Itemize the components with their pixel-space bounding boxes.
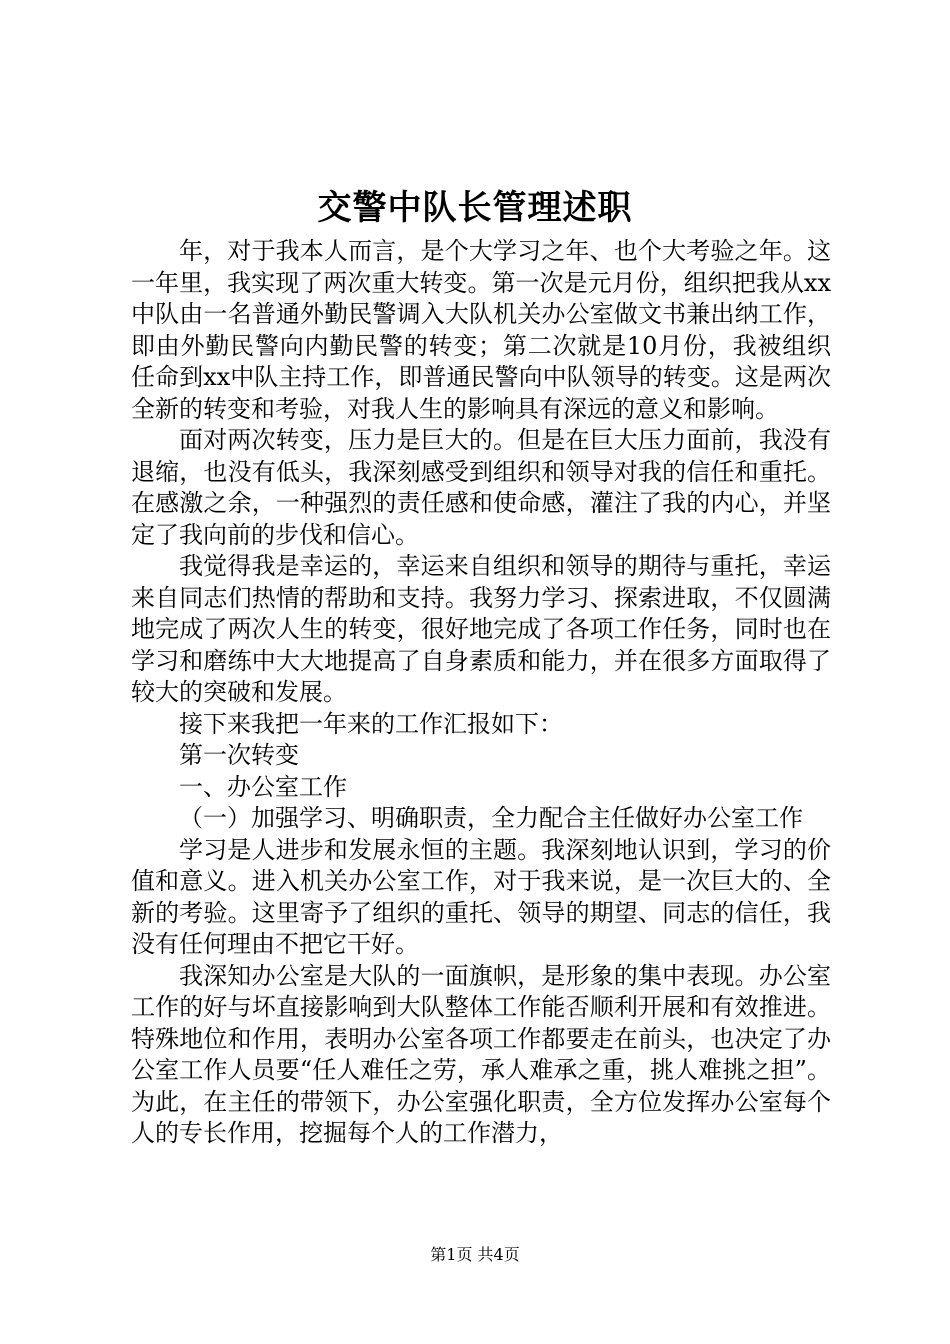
document-body (131, 236, 831, 1150)
paragraph: 我深知办公室是大队的一面旗帜，是形象的集中表现。办公室工作的好与坏直接影响到大队整体工作能否顺利开展和有效推进。特殊地位和作用，表明办公室各项工作都要走在前头，也决定了办公室工作人员要“任人难任之劳，承人难承之重，挑人难挑之担”。为此，在主任的带领下，办公室强化职责，全方位发挥办公室每个人的专长作用，挖掘每个人的工作潜力， (131, 961, 831, 1147)
paragraph: 我觉得我是幸运的，幸运来自组织和领导的期待与重托，幸运来自同志们热情的帮助和支持。我努力学习、探索进取，不仅圆满地完成了两次人生的转变，很好地完成了各项工作任务，同时也在学习和磨练中大大地提高了自身素质和能力，并在很多方面取得了较大的突破和发展。 (131, 552, 831, 706)
page-footer: 第1页 共4页 (430, 1245, 520, 1264)
subsection-heading: （一）加强学习、明确职责，全力配合主任做好办公室工作 (179, 804, 803, 832)
paragraph: 接下来我把一年来的工作汇报如下： (179, 709, 563, 738)
section-heading: 第一次转变 (179, 741, 299, 769)
paragraph: 年，对于我本人而言，是个大学习之年、也个大考验之年。这一年里，我实现了两次重大转变。第一次是元月份，组织把我从xx中队由一名普通外勤民警调入大队机关办公室做文书兼出纳工作，即由外勤民警向内勤民警的转变；第二次就是10月份，我被组织任命到xx中队主持工作，即普通民警向中队领导的转变。这是两次全新的转变和考验，对我人生的影响具有深远的意义和影响。 (131, 237, 831, 423)
paragraph: 学习是人进步和发展永恒的主题。我深刻地认识到，学习的价值和意义。进入机关办公室工作，对于我来说，是一次巨大的、全新的考验。这里寄予了组织的重托、领导的期望、同志的信任，我没有任何理由不把它干好。 (131, 835, 831, 958)
document-title: 交警中队长管理述职 (317, 188, 633, 228)
section-heading: 一、办公室工作 (179, 772, 347, 801)
paragraph: 面对两次转变，压力是巨大的。但是在巨大压力面前，我没有退缩，也没有低头，我深刻感受到组织和领导对我的信任和重托。在感激之余，一种强烈的责任感和使命感，灌注了我的内心，并坚定了我向前的步伐和信心。 (131, 426, 831, 549)
